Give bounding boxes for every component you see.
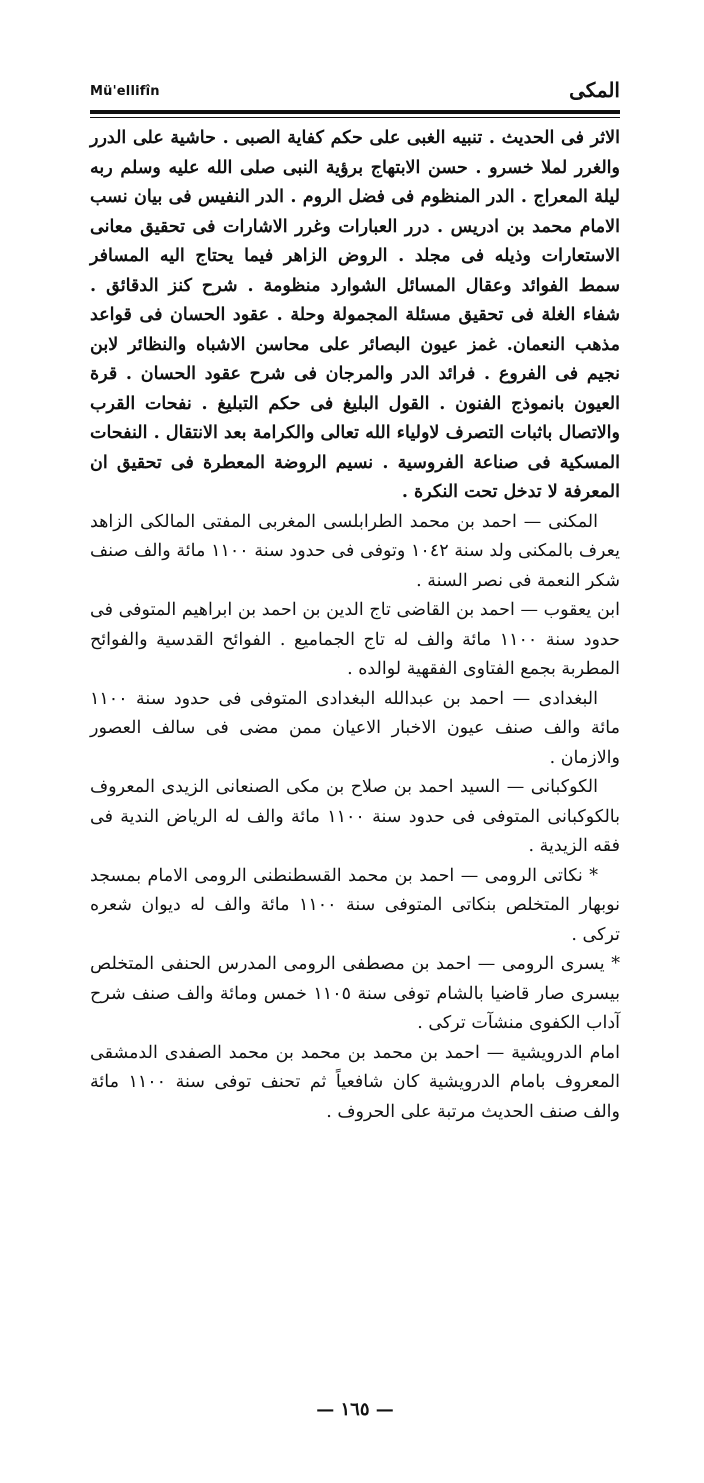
entry-nikati-rumi: * نكاتى الرومى — احمد بن محمد القسطنطنى الرومى الامام بمسجد نوبهار المتخلص بنكاتى المتوفى سنة ١١٠٠ مائة والف له ديوان شعره تركى . (90, 865, 620, 945)
document-page (90, 80, 620, 1420)
entry-yusri-rumi: * يسرى الرومى — احمد بن مصطفى الرومى المدرس الحنفى المتخلص بيسرى صار قاضيا بالشام توفى سنة ١١٠٥ خمس ومائة والف صنف شرح آداب الكفوى منشآت تركى . (90, 954, 620, 1033)
entry-al-kawkabani: الكوكبانى — السيد احمد بن صلاح بن مكى الصنعانى الزيدى المعروف بالكوكبانى المتوفى فى حدود سنة ١١٠٠ مائة والف له الرياض الندية فى فقه الزيدية . (90, 777, 620, 856)
header-rule-thin (90, 117, 620, 118)
paragraph-continued-works: الاثر فى الحديث . تنبيه الغبى على حكم كفاية الصبى . حاشية على الدرر والغرر لملا خسرو . حسن الابتهاج برؤية النبى صلى الله عليه وسلم ربه ليلة المعراج . الدر المنظوم فى فضل الروم . الدر النفيس فى بيان نسب الامام محمد بن ادريس . درر العبارات وغرر الاشارات فى تحقيق معانى الاستعارات وذيله فى مجلد . الروض الزاهر فيما يحتاج اليه المسافر سمط الفوائد وعقال المسائل الشوارد منظومة . شرح كنز الدقائق . شفاء الغلة فى تحقيق مسئلة المجمولة وحلة . عقود الحسان فى قواعد مذهب النعمان. غمز عيون البصائر على محاسن الاشباه والنظائر لابن نجيم فى الفروع . فرائد الدر والمرجان فى شرح عقود الحسان . قرة العيون بانموذج الفنون . القول البليغ فى حكم التبليغ . نفحات القرب والاتصال باثبات التصرف لاولياء الله تعالى والكرامة بعد الانتقال . النفحات المسكية فى صناعة الفروسية . نسيم الروضة المعطرة فى تحقيق ان المعرفة لا تدخل تحت النكرة . (90, 128, 620, 502)
entry-al-makni: المكنى — احمد بن محمد الطرابلسى المغربى المفتى المالكى الزاهد يعرف بالمكنى ولد سنة ١٠٤٢ وتوفى فى حدود سنة ١١٠٠ مائة والف صنف شكر النعمة فى نصر السنة . (90, 511, 621, 591)
entry-ibn-yaqub: ابن يعقوب — احمد بن القاضى تاج الدين بن احمد بن ابراهيم المتوفى فى حدود سنة ١١٠٠ مائة والف له تاج الجماميع . الفوائح القدسية والفوائح المطربة بجمع الفتاوى الفقهية لوالده . (90, 600, 620, 679)
body-text (90, 124, 620, 1127)
entry-al-baghdadi: البغدادى — احمد بن عبدالله البغدادى المتوفى فى حدود سنة ١١٠٠ مائة والف صنف عيون الاخبار الاعيان ممن مضى فى سالف العصور والازمان . (90, 688, 620, 768)
page-number: — ١٦٥ — (316, 1399, 394, 1420)
entry-imam-darwishiyya: امام الدرويشية — احمد بن محمد بن محمد بن محمد الصفدى الدمشقى المعروف بامام الدرويشية كان شافعياً ثم تحنف توفى سنة ١١٠٠ مائة والف صنف الحديث مرتبة على الحروف . (90, 1042, 620, 1122)
running-title-latin: Mü'ellifîn (90, 84, 160, 99)
header-rule-thick (90, 110, 620, 114)
page-header (90, 80, 620, 104)
running-title-arabic: المكى (569, 78, 620, 102)
